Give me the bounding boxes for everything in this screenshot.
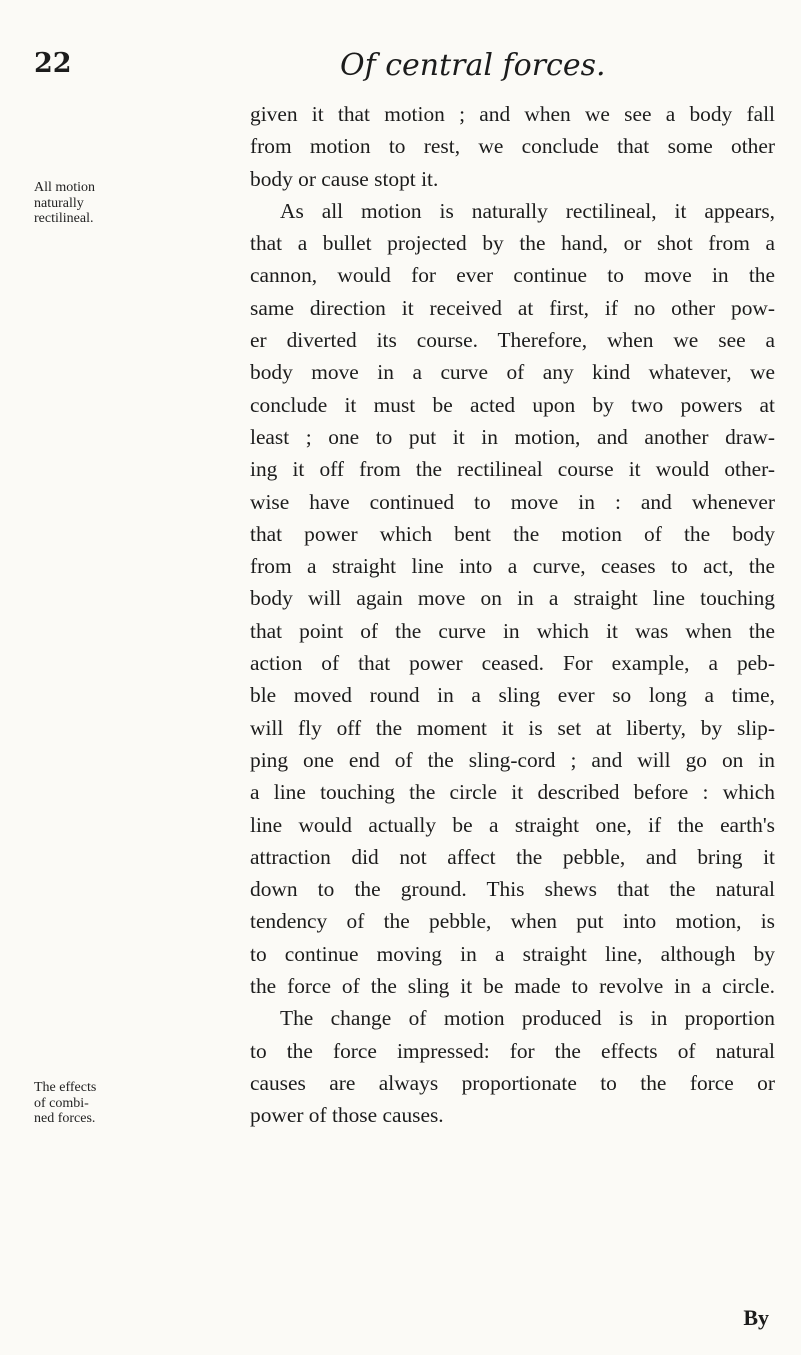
text-line: body or cause stopt it. [250, 166, 439, 191]
text-line: body will again move on in a straight line touching [250, 586, 775, 611]
margin-note-line: naturally [34, 195, 84, 211]
text-line: to continue moving in a straight line, although by [250, 941, 775, 966]
text-line: to the force impressed: for the effects of natural [250, 1038, 775, 1063]
text-line: that point of the curve in which it was when the [250, 618, 775, 643]
text-line: power of those causes. [250, 1103, 444, 1128]
margin-note-line: rectilineal. [34, 211, 94, 226]
text-line: causes are always proportionate to the force or [250, 1070, 775, 1095]
catchword: By [743, 1305, 769, 1330]
text-line: line would actually be a straight one, if the earth's [250, 812, 775, 837]
text-line: same direction it received at first, if no other pow- [250, 295, 775, 320]
margin-note-line: The effects [34, 1080, 97, 1095]
margin-note-combined-forces [34, 1080, 126, 1127]
text-line: action of that power ceased. For example, a peb- [250, 651, 775, 676]
text-line: least ; one to put it in motion, and another draw- [250, 424, 775, 449]
text-line: given it that motion ; and when we see a body fall [250, 102, 775, 126]
text-line: a line touching the circle it described before : which [250, 780, 775, 805]
text-line: ble moved round in a sling ever so long a time, [250, 683, 775, 708]
text-line: tendency of the pebble, when put into motion, is [250, 909, 775, 934]
text-line: ping one end of the sling-cord ; and will go on in [250, 747, 775, 772]
margin-note-line: All motion [34, 180, 96, 195]
text-line: er diverted its course. Therefore, when we see a [250, 328, 775, 353]
page-header [34, 48, 774, 92]
text-line: the force of the sling it be made to revolve in a circle. [250, 974, 775, 999]
text-line: body move in a curve of any kind whatever, we [250, 360, 775, 385]
text-line: wise have continued to move in : and whenever [250, 489, 775, 514]
text-line: from a straight line into a curve, ceases to act, the [250, 554, 775, 579]
text-line: As all motion is naturally rectilineal, it appears, [280, 198, 775, 223]
page-number: 22 [34, 48, 72, 79]
text-line: conclude it must be acted upon by two powers at [250, 392, 775, 417]
text-line: attraction did not affect the pebble, and bring it [250, 844, 775, 869]
margin-note-line: ned forces. [34, 1111, 96, 1126]
text-line: from motion to rest, we conclude that some other [250, 134, 775, 159]
text-line: will fly off the moment it is set at liberty, by slip- [250, 715, 775, 740]
text-line: The change of motion produced is in proportion [280, 1006, 775, 1031]
text-line: down to the ground. This shews that the natural [250, 877, 775, 902]
margin-note-line: of combi- [34, 1095, 89, 1111]
text-line: that a bullet projected by the hand, or shot from a [250, 231, 775, 256]
running-title: Of central forces. [340, 48, 606, 83]
body-text [250, 98, 775, 1132]
text-line: that power which bent the motion of the body [250, 521, 775, 546]
text-line: ing it off from the rectilineal course it would other- [250, 457, 775, 482]
text-line: cannon, would for ever continue to move in the [250, 263, 775, 288]
margin-note-rectilineal [34, 180, 126, 227]
